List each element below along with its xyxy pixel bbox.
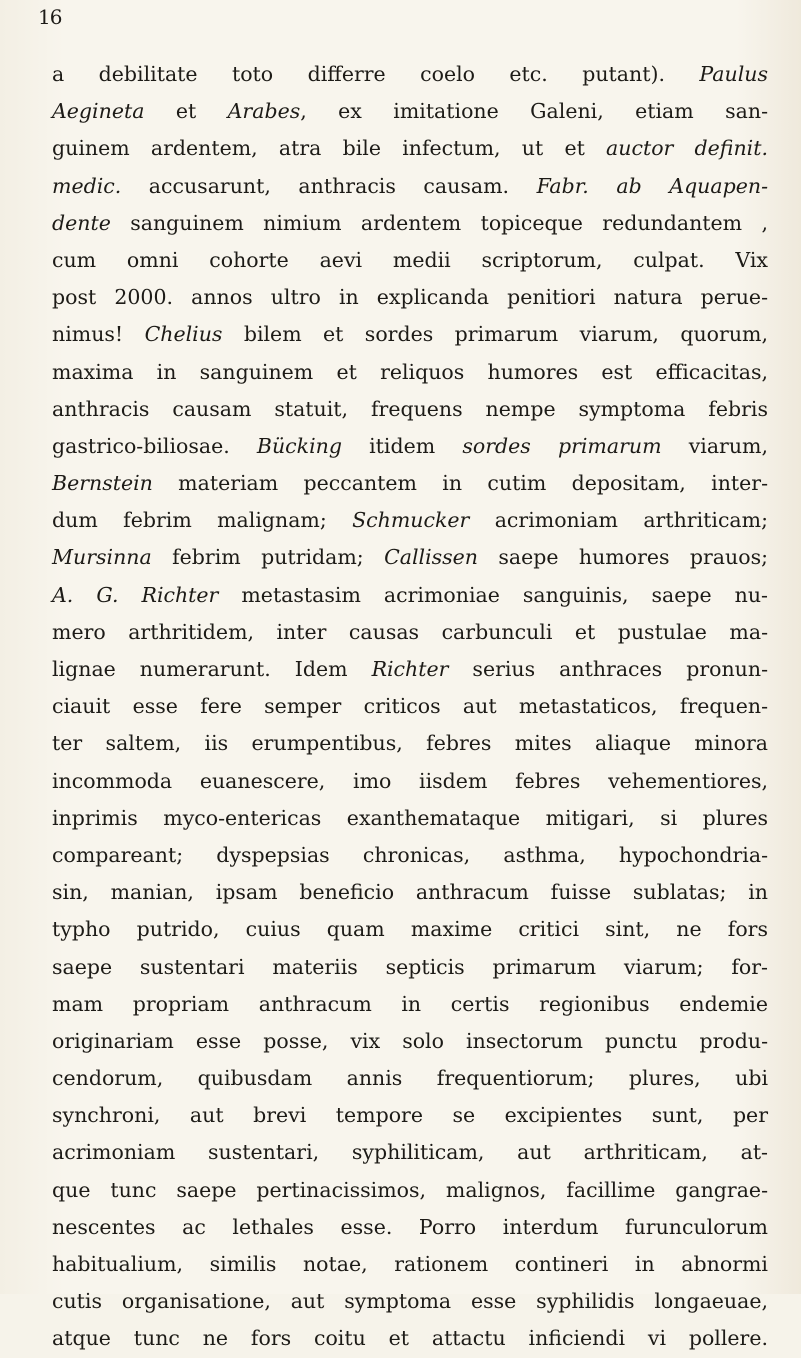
- text-segment: habitualium, similis notae, rationem contineri in abnormi: [52, 1252, 768, 1276]
- italic-text: medic.: [52, 173, 122, 198]
- body-text: [52, 56, 768, 1358]
- text-segment: mam propriam anthracum in certis regionibus endemie: [52, 991, 768, 1016]
- text-line: [52, 1172, 768, 1209]
- text-line: [52, 874, 768, 911]
- text-line: [52, 279, 768, 316]
- text-segment: guinem ardentem, atra bile infectum, ut et: [52, 136, 607, 161]
- text-line: [52, 1023, 768, 1060]
- text-segment: cendorum, quibusdam annis frequentiorum; plures, ubi: [52, 1066, 768, 1091]
- italic-text: Mursinna: [52, 545, 152, 570]
- italic-text: Arabes: [227, 99, 301, 124]
- italic-text: Fabr. ab Aquapen-: [536, 173, 768, 198]
- text-line: [52, 1134, 768, 1171]
- text-line: [52, 725, 768, 762]
- text-line: [52, 168, 768, 205]
- text-segment: serius anthraces pronun-: [448, 657, 768, 681]
- text-segment: , ex imitatione Galeni, etiam san-: [300, 99, 769, 124]
- italic-text: Aegineta: [52, 99, 145, 124]
- text-line: [52, 986, 768, 1023]
- text-line: [52, 56, 768, 93]
- text-segment: que tunc saepe pertinacissimos, malignos, facillime gangrae-: [52, 1177, 768, 1202]
- text-segment: sanguinem nimium ardentem topiceque redundantem ,: [110, 210, 768, 235]
- italic-text: Bücking: [256, 433, 342, 458]
- text-segment: synchroni, aut brevi tempore se excipientes sunt, per: [52, 1103, 768, 1128]
- italic-text: Callissen: [384, 545, 479, 570]
- text-segment: atque tunc ne fors coitu et attactu inficiendi vi pollere.: [52, 1326, 768, 1351]
- text-line: [52, 688, 768, 725]
- text-segment: cum omni cohorte aevi medii scriptorum, culpat. Vix: [52, 247, 768, 272]
- text-line: [52, 1320, 768, 1357]
- text-segment: anthracis causam statuit, frequens nempe symptoma febris: [52, 396, 768, 421]
- text-segment: bilem et sordes primarum viarum, quorum,: [222, 322, 768, 347]
- text-segment: typho putrido, cuius quam maxime critici sint, ne fors: [52, 917, 768, 942]
- italic-text: Paulus: [699, 62, 768, 86]
- italic-text: dente: [52, 210, 111, 235]
- page-number: 16: [38, 5, 62, 29]
- text-line: [52, 911, 768, 948]
- text-line: [52, 800, 768, 837]
- text-segment: itidem: [341, 433, 463, 458]
- text-segment: mero arthritidem, inter causas carbunculi et pustulae ma-: [52, 619, 768, 644]
- text-line: [52, 130, 768, 167]
- text-segment: a debilitate toto differre coelo etc. putant).: [52, 62, 700, 86]
- text-line: [52, 837, 768, 874]
- text-line: [52, 651, 768, 688]
- text-line: [52, 1060, 768, 1097]
- text-line: [52, 465, 768, 502]
- text-line: [52, 205, 768, 242]
- text-line: [52, 354, 768, 391]
- text-segment: et: [144, 99, 228, 124]
- italic-text: Bernstein: [52, 471, 153, 496]
- text-segment: inprimis myco-entericas exanthemataque mitigari, si plures: [52, 805, 768, 830]
- text-segment: acrimoniam sustentari, syphiliticam, aut arthriticam, at-: [52, 1140, 768, 1165]
- text-line: [52, 1246, 768, 1283]
- text-line: [52, 391, 768, 428]
- text-segment: gastrico-biliosae.: [52, 433, 257, 458]
- text-line: [52, 1097, 768, 1134]
- text-segment: saepe sustentari materiis septicis primarum viarum; for-: [52, 954, 768, 979]
- text-segment: nimus!: [52, 322, 145, 347]
- text-segment: metastasim acrimoniae sanguinis, saepe nu-: [218, 582, 768, 607]
- text-segment: compareant; dyspepsias chronicas, asthma, hypochondria-: [52, 842, 768, 867]
- text-segment: lignae numerarunt. Idem: [52, 657, 372, 681]
- text-line: [52, 949, 768, 986]
- text-segment: dum febrim malignam;: [52, 508, 353, 533]
- italic-text: Schmucker: [352, 508, 470, 533]
- text-segment: originariam esse posse, vix solo insectorum punctu produ-: [52, 1028, 768, 1053]
- text-line: [52, 316, 768, 353]
- italic-text: Chelius: [144, 322, 223, 347]
- text-segment: incommoda euanescere, imo iisdem febres vehementiores,: [52, 768, 768, 793]
- text-line: [52, 1209, 768, 1246]
- italic-text: sordes primarum: [462, 433, 662, 458]
- text-line: [52, 763, 768, 800]
- text-line: [52, 93, 768, 130]
- text-line: [52, 577, 768, 614]
- text-line: [52, 428, 768, 465]
- text-segment: acrimoniam arthriticam;: [469, 508, 768, 533]
- text-segment: ter saltem, iis erumpentibus, febres mites aliaque minora: [52, 731, 768, 756]
- text-line: [52, 614, 768, 651]
- text-segment: cutis organisatione, aut symptoma esse syphilidis longaeuae,: [52, 1289, 768, 1314]
- text-segment: febrim putridam;: [151, 545, 385, 570]
- text-segment: sin, manian, ipsam beneficio anthracum fuisse sublatas; in: [52, 880, 768, 905]
- text-segment: post 2000. annos ultro in explicanda penitiori natura perue-: [52, 285, 768, 310]
- italic-text: Richter: [371, 657, 449, 681]
- text-segment: viarum,: [661, 433, 769, 458]
- text-segment: materiam peccantem in cutim depositam, inter-: [152, 471, 768, 496]
- text-line: [52, 539, 768, 576]
- text-segment: ciauit esse fere semper criticos aut metastaticos, frequen-: [52, 694, 768, 719]
- italic-text: auctor definit.: [606, 136, 768, 161]
- text-segment: accusarunt, anthracis causam.: [121, 173, 537, 198]
- text-segment: maxima in sanguinem et reliquos humores est efficacitas,: [52, 359, 768, 384]
- text-segment: nescentes ac lethales esse. Porro interdum furunculorum: [52, 1214, 768, 1239]
- text-line: [52, 1283, 768, 1320]
- text-line: [52, 242, 768, 279]
- text-line: [52, 502, 768, 539]
- text-segment: saepe humores prauos;: [478, 545, 769, 570]
- italic-text: A. G. Richter: [52, 582, 219, 607]
